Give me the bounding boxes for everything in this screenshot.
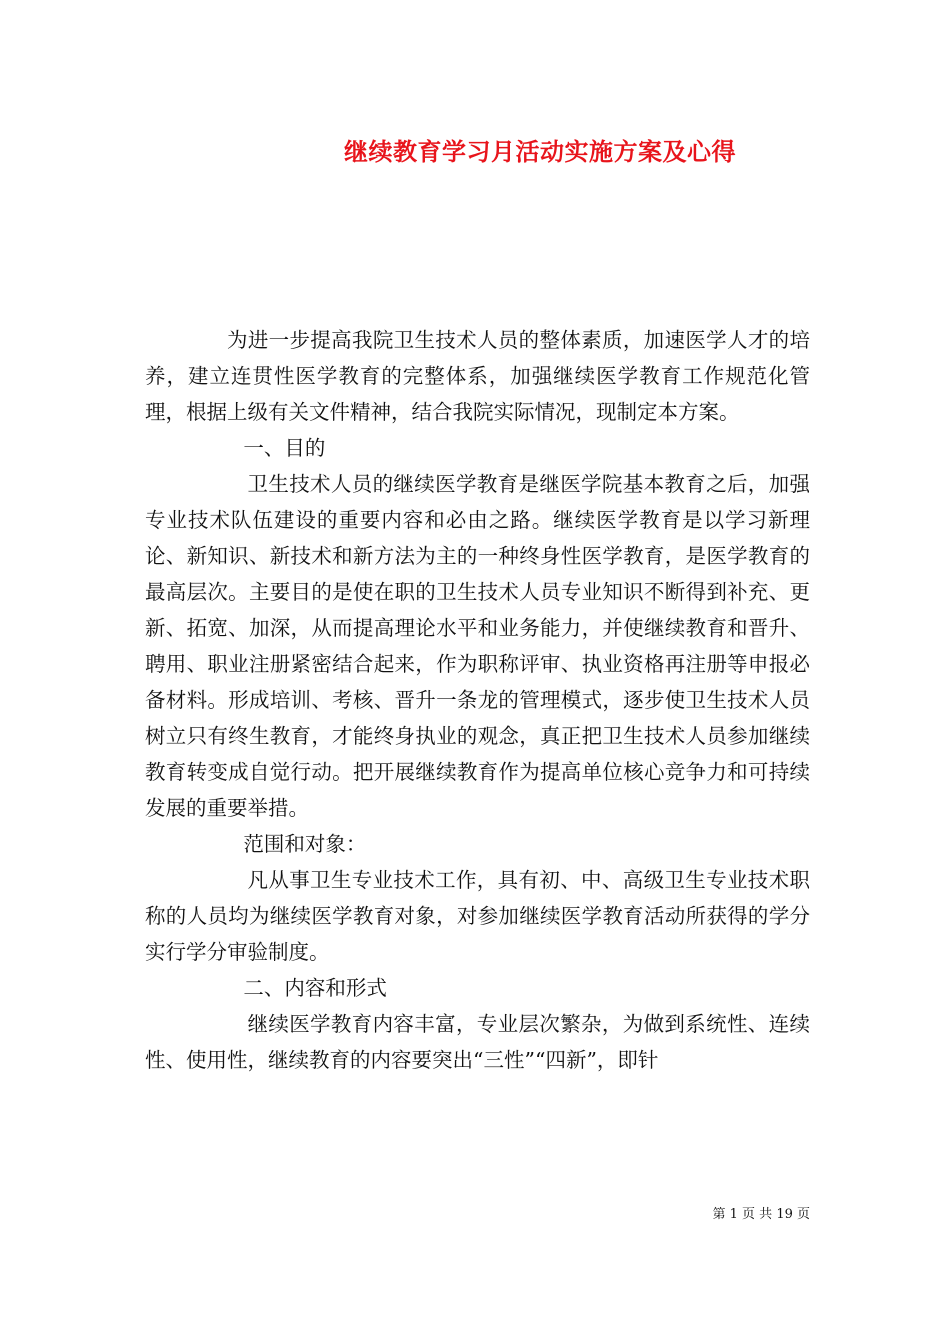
section-heading-scope: 范围和对象： — [243, 832, 367, 856]
document-body — [145, 322, 810, 1078]
content-paragraph: 继续医学教育内容丰富，专业层次繁杂，为做到系统性、连续性、使用性，继续教育的内容要突出“三性”“四新”，即针 — [145, 1012, 810, 1072]
page-number-footer — [0, 1203, 810, 1222]
purpose-paragraph: 卫生技术人员的继续医学教育是继医学院基本教育之后，加强专业技术队伍建设的重要内容和必由之路。继续医学教育是以学习新理论、新知识、新技术和新方法为主的一种终身性医学教育，是医学教育的最高层次。主要目的是使在职的卫生技术人员专业知识不断得到补充、更新、拓宽、加深，从而提高理论水平和业务能力，并使继续教育和晋升、聘用、职业注册紧密结合起来，作为职称评审、执业资格再注册等申报必备材料。形成培训、考核、晋升一条龙的管理模式，逐步使卫生技术人员树立只有终生教育，才能终身执业的观念，真正把卫生技术人员参加继续教育转变成自觉行动。把开展继续教育作为提高单位核心竞争力和可持续发展的重要举措。 — [145, 472, 810, 820]
section-heading-purpose: 一、目的 — [243, 436, 326, 460]
scope-paragraph: 凡从事卫生专业技术工作，具有初、中、高级卫生专业技术职称的人员均为继续医学教育对象，对参加继续医学教育活动所获得的学分实行学分审验制度。 — [145, 868, 810, 964]
intro-paragraph: 为进一步提高我院卫生技术人员的整体素质，加速医学人才的培养，建立连贯性医学教育的完整体系，加强继续医学教育工作规范化管理，根据上级有关文件精神，结合我院实际情况，现制定本方案。 — [145, 328, 810, 424]
document-title: 继续教育学习月活动实施方案及心得 — [344, 137, 736, 166]
page-number-label: 第 1 页 共 19 页 — [712, 1207, 810, 1222]
section-heading-content: 二、内容和形式 — [243, 976, 387, 1000]
